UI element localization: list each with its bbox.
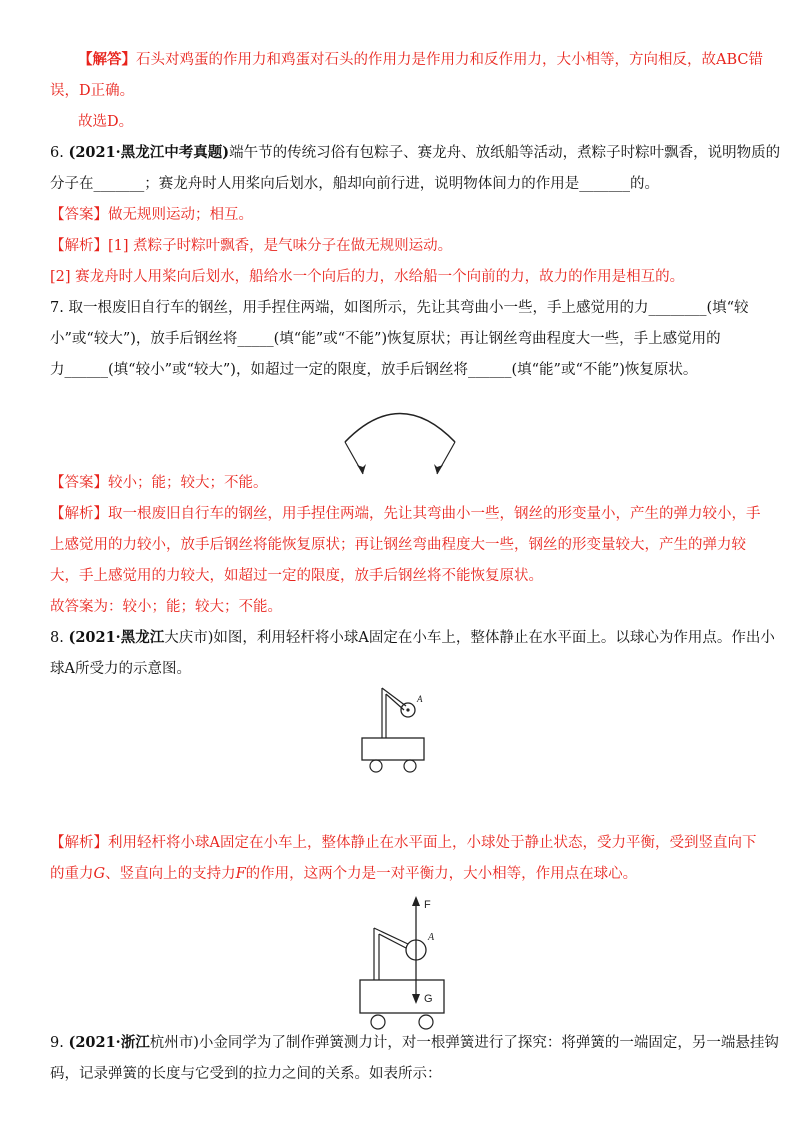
q8-number: 8. [50,630,64,646]
q8-source-province: (2021·黑龙江 [68,629,165,646]
q8-force-diagram [350,890,460,1035]
label-g: G [424,993,433,1005]
q7-analysis-tag: 【解析】 [50,506,108,522]
q7-answer-text: 较小；能；较大；不能。 [108,475,268,491]
q6-analysis-text-1: [1] 煮粽子时粽叶飘香，是气味分子在做无规则运动。 [108,238,453,254]
q7-answer [50,468,268,498]
cart-wheel-right [404,760,416,772]
label-a: A [428,932,435,943]
q8-analysis-text-2c: 的作用，这两个力是一对平衡力，大小相等，作用点在球心。 [245,866,638,882]
q5-choice: 故选D。 [78,114,134,130]
cart-wheel-right [419,1015,433,1029]
force-g-arrowhead [412,994,420,1004]
q9-stem-line2: 码，记录弹簧的长度与它受到的拉力之间的关系。如表所示： [50,1066,442,1082]
q7-analysis-line1 [50,499,761,529]
q7-stem-text-1: 取一根废旧自行车的钢丝，用手捏住两端，如图所示，先让其弯曲小一些，手上感觉用的力________(填“较 [68,300,749,316]
cart-body [362,738,424,760]
q8-analysis-tag: 【解析】 [50,835,108,851]
q7-analysis-text-1: 取一根废旧自行车的钢丝，用手捏住两端，先让其弯曲小一些，钢丝的形变量小，产生的弹力较小，手 [108,506,761,522]
q7-analysis-line3: 大，手上感觉用的力较大，如超过一定的限度，放手后钢丝将不能恢复原状。 [50,568,543,584]
q7-stem-line1 [50,293,749,323]
q5-answer-line1 [50,45,763,75]
q9-stem-line1 [50,1028,779,1058]
q8-stem-line2: 球A所受力的示意图。 [50,661,191,677]
q9-source-province: (2021·浙江 [68,1034,150,1051]
q7-number: 7. [50,300,64,316]
q6-answer-text: 做无规则运动；相互。 [108,207,253,223]
q6-stem-line2: 分子在_______；赛龙舟时人用桨向后划水，船却向前行进，说明物体间力的作用是_______的。 [50,176,659,192]
q8-analysis-text-1: 利用轻杆将小球A固定在小车上，整体静止在水平面上，小球处于静止状态，受力平衡，受到竖直向下 [108,835,757,851]
q8-source-city: 大庆市) [164,630,214,646]
fig1-label-a: A [417,694,423,704]
q8-analysis-text-2a: 的重力 [50,866,94,882]
q9-number: 9. [50,1035,64,1051]
wire-curve [345,414,455,443]
q5-answer-line2: 误，D正确。 [50,83,135,99]
ball-center [406,708,409,711]
q9-stem-text-1: 小金同学为了制作弹簧测力计，对一根弹簧进行了探究：将弹簧的一端固定，另一端悬挂钩 [198,1035,779,1051]
q6-source: (2021·黑龙江中考真题) [68,144,230,161]
q8-analysis-text-2b: 、竖直向上的支持力 [105,866,236,882]
q7-bent-wire-figure [330,390,470,480]
q6-number: 6. [50,145,64,161]
q5-answer-tag: 【解答】 [78,51,136,68]
q9-source-city: 杭州市) [149,1035,199,1051]
q6-analysis-2: [2] 赛龙舟时人用桨向后划水，船给水一个向后的力，水给船一个向前的力，故力的作用是相互的。 [50,269,685,285]
var-f: F [235,866,246,882]
force-f-arrowhead [412,896,420,906]
q8-stem-text-1: 如图，利用轻杆将小球A固定在小车上，整体静止在水平面上。以球心为作用点。作出小 [213,630,775,646]
q6-answer [50,200,253,230]
q8-analysis-line2 [50,859,637,889]
cart-wheel-left [371,1015,385,1029]
cart-wheel-left [370,760,382,772]
q6-analysis-tag: 【解析】 [50,238,108,254]
q6-answer-tag: 【答案】 [50,207,108,223]
q6-stem-line1 [50,138,780,168]
q7-stem-line2: 小”或“较大”)，放手后钢丝将_____(填“能”或“不能”)恢复原状；再让钢丝弯曲程度大一些，手上感觉用的 [50,331,721,347]
q5-answer-text: 石头对鸡蛋的作用力和鸡蛋对石头的作用力是作用力和反作用力，大小相等，方向相反，故ABC错 [136,52,763,68]
q8-analysis-line1 [50,828,756,858]
q7-stem-line3: 力______(填“较小”或“较大”)，如超过一定的限度，放手后钢丝将______(填“能”或“不能”)恢复原状。 [50,362,698,378]
q7-answer-tag: 【答案】 [50,475,108,491]
q7-analysis-line2: 上感觉用的力较小，放手后钢丝将能恢复原状；再让钢丝弯曲程度大一些，钢丝的形变量较大，产生的弹力较 [50,537,746,553]
q8-cart-figure [358,680,448,775]
label-f: F [424,899,431,911]
q6-analysis-1 [50,231,452,261]
q7-conclusion: 故答案为：较小；能；较大；不能。 [50,599,282,615]
q8-stem-line1 [50,623,775,653]
q6-stem-text: 端午节的传统习俗有包粽子、赛龙舟、放纸船等活动，煮粽子时粽叶飘香，说明物质的 [229,145,781,161]
var-g: G [93,866,106,882]
